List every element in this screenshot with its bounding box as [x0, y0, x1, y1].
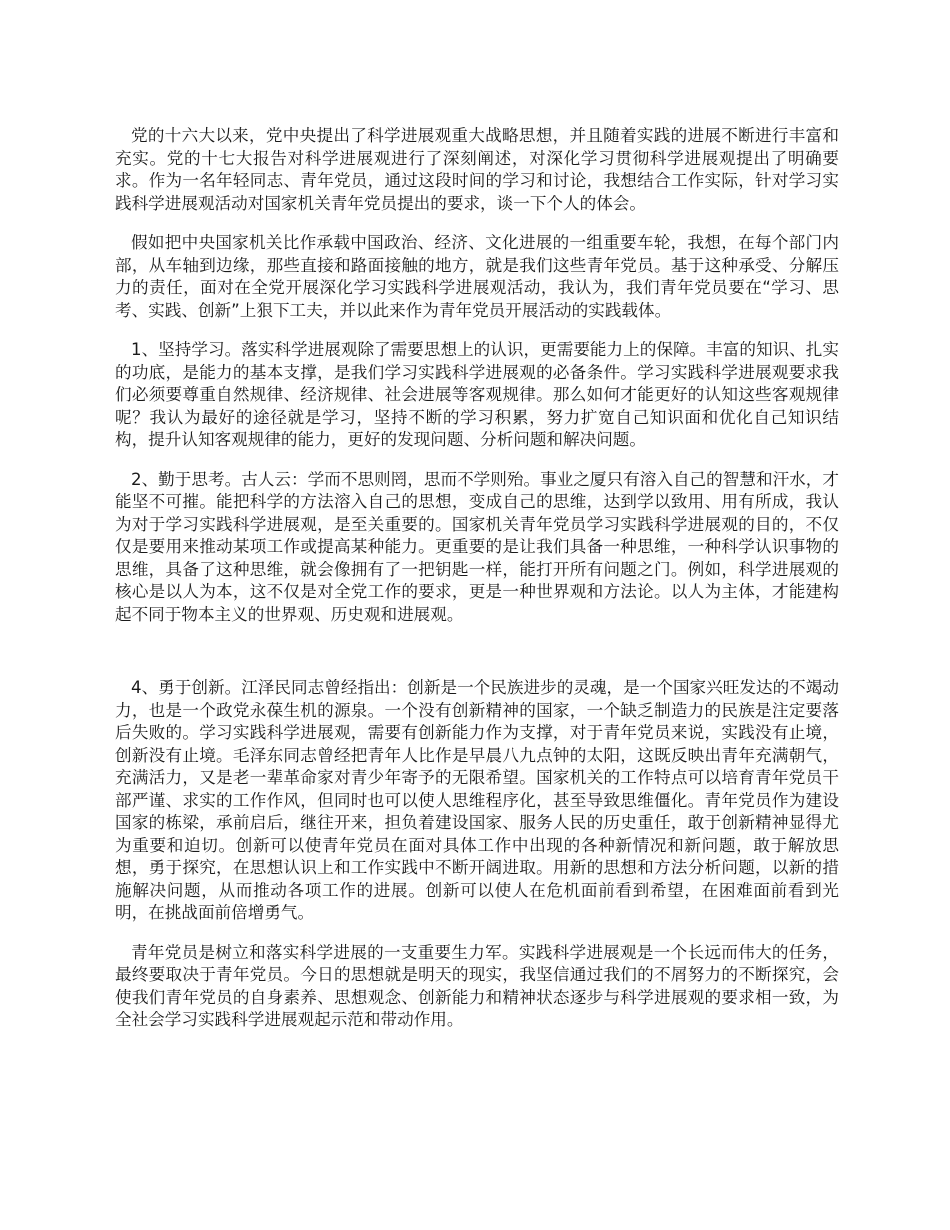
paragraph-metaphor: 假如把中央国家机关比作承载中国政治、经济、文化进展的一组重要车轮，我想，在每个部门内部，从车轴到边缘，那些直接和路面接触的地方，就是我们这些青年党员。基于这种承受、分解压力的责任，面对在全党开展深化学习实践科学进展观活动，我认为，我们青年党员要在“学习、思考、实践、创新”上狠下工夫，并以此来作为青年党员开展活动的实践载体。: [115, 233, 839, 320]
document-body: [115, 125, 839, 1032]
paragraph-intro: 党的十六大以来，党中央提出了科学进展观重大战略思想，并且随着实践的进展不断进行丰富和充实。党的十七大报告对科学进展观进行了深刻阐述，对深化学习贯彻科学进展观提出了明确要求。作为一名年轻同志、青年党员，通过这段时间的学习和讨论，我想结合工作实际，针对学习实践科学进展观活动对国家机关青年党员提出的要求，谈一下个人的体会。: [115, 126, 839, 213]
paragraph-point-4-innovate: 4、勇于创新。江泽民同志曾经指出：创新是一个民族进步的灵魂，是一个国家兴旺发达的不竭动力，也是一个政党永葆生机的源泉。一个没有创新精神的国家，一个缺乏制造力的民族是注定要落后失败的。学习实践科学进展观，需要有创新能力作为支撑，对于青年党员来说，实践没有止境，创新没有止境。毛泽东同志曾经把青年人比作是早晨八九点钟的太阳，这既反映出青年充满朝气，充满活力，又是老一辈革命家对青少年寄予的无限希望。国家机关的工作特点可以培育青年党员干部严谨、求实的工作作风，但同时也可以使人思维程序化，甚至导致思维僵化。青年党员作为建设国家的栋梁，承前启后，继往开来，担负着建设国家、服务人民的历史重任，敢于创新精神显得尤为重要和迫切。创新可以使青年党员在面对具体工作中出现的各种新情况和新问题，敢于解放思想，勇于探究，在思想认识上和工作实践中不断开阔进取。用新的思想和方法分析问题，以新的措施解决问题，从而推动各项工作的进展。创新可以使人在危机面前看到希望，在困难面前看到光明，在挑战面前倍增勇气。: [115, 678, 839, 922]
paragraph-point-2-think: 2、勤于思考。古人云：学而不思则罔，思而不学则殆。事业之厦只有溶入自己的智慧和汗水，才能坚不可摧。能把科学的方法溶入自己的思想，变成自己的思维，达到学以致用、用有所成，我认为对于学习实践科学进展观，是至关重要的。国家机关青年党员学习实践科学进展观的目的，不仅仅是要用来推动某项工作或提高某种能力。更重要的是让我们具备一种思维，一种科学认识事物的思维，具备了这种思维，就会像拥有了一把钥匙一样，能打开所有问题之门。例如，科学进展观的核心是以人为本，这不仅是对全党工作的要求，更是一种世界观和方法论。以人为主体，才能建构起不同于物本主义的世界观、历史观和进展观。: [115, 469, 839, 624]
paragraph-conclusion: 青年党员是树立和落实科学进展的一支重要生力军。实践科学进展观是一个长远而伟大的任务，最终要取决于青年党员。今日的思想就是明天的现实，我坚信通过我们的不屑努力的不断探究，会使我们青年党员的自身素养、思想观念、创新能力和精神状态逐步与科学进展观的要求相一致，为全社会学习实践科学进展观起示范和带动作用。: [115, 942, 839, 1029]
paragraph-point-1-study: 1、坚持学习。落实科学进展观除了需要思想上的认识，更需要能力上的保障。丰富的知识、扎实的功底，是能力的基本支撑，是我们学习实践科学进展观的必备条件。学习实践科学进展观要求我们必须要尊重自然规律、经济规律、社会进展等客观规律。那么如何才能更好的认知这些客观规律呢？我认为最好的途径就是学习，坚持不断的学习积累，努力扩宽自己知识面和优化自己知识结构，提升认知客观规律的能力，更好的发现问题、分析问题和解决问题。: [115, 340, 839, 449]
